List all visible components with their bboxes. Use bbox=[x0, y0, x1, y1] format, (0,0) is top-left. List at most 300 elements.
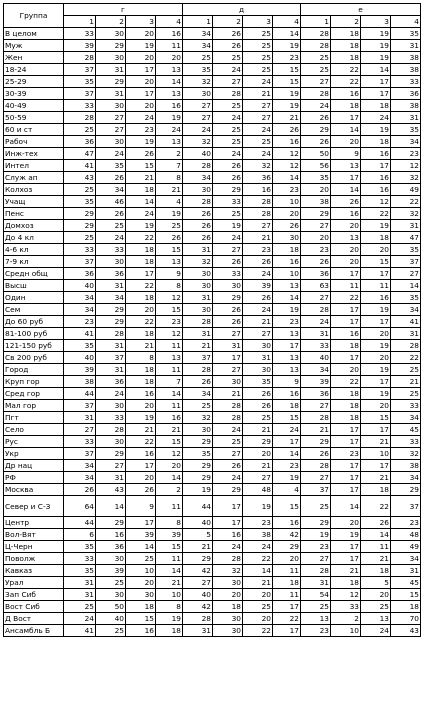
cell-value: 46 bbox=[96, 196, 126, 208]
cell-value: 11 bbox=[361, 541, 391, 553]
cell-value: 18 bbox=[361, 232, 391, 244]
row-label: Поволж bbox=[4, 553, 64, 565]
cell-value: 21 bbox=[243, 577, 273, 589]
cell-value: 25 bbox=[213, 436, 243, 448]
cell-value: 27 bbox=[243, 112, 273, 124]
subcol-header: 3 bbox=[361, 16, 391, 28]
cell-value: 17 bbox=[126, 517, 156, 529]
cell-value: 35 bbox=[391, 292, 421, 304]
table-row bbox=[4, 400, 421, 412]
cell-value: 22 bbox=[243, 553, 273, 565]
cell-value: 23 bbox=[273, 184, 301, 196]
cell-value: 22 bbox=[273, 613, 301, 625]
table-row bbox=[4, 124, 421, 136]
cell-value: 15 bbox=[273, 64, 301, 76]
cell-value: 19 bbox=[301, 529, 331, 541]
table-row bbox=[4, 388, 421, 400]
cell-value: 21 bbox=[361, 472, 391, 484]
cell-value: 25 bbox=[96, 220, 126, 232]
cell-value: 8 bbox=[156, 172, 183, 184]
cell-value: 2 bbox=[331, 613, 361, 625]
cell-value: 20 bbox=[243, 448, 273, 460]
cell-value: 19 bbox=[126, 412, 156, 424]
cell-value: 28 bbox=[213, 400, 243, 412]
row-label: 60 и ст bbox=[4, 124, 64, 136]
cell-value: 8 bbox=[156, 601, 183, 613]
cell-value: 34 bbox=[301, 364, 331, 376]
cell-value: 19 bbox=[156, 613, 183, 625]
cell-value: 20 bbox=[361, 589, 391, 601]
cell-value: 27 bbox=[301, 76, 331, 88]
cell-value: 12 bbox=[361, 196, 391, 208]
cell-value: 20 bbox=[156, 460, 183, 472]
cell-value: 22 bbox=[331, 76, 361, 88]
cell-value: 31 bbox=[391, 328, 421, 340]
cell-value: 24 bbox=[301, 100, 331, 112]
row-label: В целом bbox=[4, 28, 64, 40]
cell-value: 34 bbox=[64, 292, 96, 304]
cell-value: 11 bbox=[156, 40, 183, 52]
cell-value: 15 bbox=[273, 76, 301, 88]
cell-value: 14 bbox=[156, 76, 183, 88]
table-row bbox=[4, 232, 421, 244]
cell-value: 21 bbox=[156, 577, 183, 589]
cell-value: 29 bbox=[96, 304, 126, 316]
cell-value: 38 bbox=[391, 460, 421, 472]
group-header: Группа bbox=[4, 4, 64, 28]
cell-value: 24 bbox=[213, 541, 243, 553]
cell-value: 14 bbox=[331, 184, 361, 196]
cell-value: 19 bbox=[361, 40, 391, 52]
cell-value: 22 bbox=[361, 496, 391, 517]
row-label: До 4 кл bbox=[4, 232, 64, 244]
row-label: Рабоч bbox=[4, 136, 64, 148]
cell-value: 18 bbox=[331, 100, 361, 112]
cell-value: 16 bbox=[126, 625, 156, 637]
cell-value: 39 bbox=[64, 364, 96, 376]
cell-value: 24 bbox=[361, 112, 391, 124]
row-label: Зап Сиб bbox=[4, 589, 64, 601]
cell-value: 26 bbox=[213, 40, 243, 52]
cell-value: 14 bbox=[331, 496, 361, 517]
cell-value: 28 bbox=[391, 340, 421, 352]
cell-value: 18 bbox=[126, 601, 156, 613]
subcol-header: 1 bbox=[301, 16, 331, 28]
cell-value: 34 bbox=[64, 460, 96, 472]
table-row bbox=[4, 376, 421, 388]
cell-value: 24 bbox=[361, 625, 391, 637]
cell-value: 49 bbox=[391, 184, 421, 196]
cell-value: 30 bbox=[183, 280, 213, 292]
cell-value: 30 bbox=[96, 52, 126, 64]
table-row bbox=[4, 76, 421, 88]
cell-value: 16 bbox=[273, 136, 301, 148]
cell-value: 35 bbox=[183, 64, 213, 76]
row-label: Москва bbox=[4, 484, 64, 496]
cell-value: 30 bbox=[243, 340, 273, 352]
cell-value: 16 bbox=[96, 529, 126, 541]
cell-value: 17 bbox=[331, 352, 361, 364]
cell-value: 19 bbox=[361, 340, 391, 352]
cell-value: 5 bbox=[361, 577, 391, 589]
cell-value: 47 bbox=[391, 232, 421, 244]
cell-value: 4 bbox=[273, 484, 301, 496]
cell-value: 17 bbox=[126, 460, 156, 472]
row-label: 18-24 bbox=[4, 64, 64, 76]
cell-value: 11 bbox=[361, 280, 391, 292]
row-label: Село bbox=[4, 424, 64, 436]
cell-value: 29 bbox=[301, 436, 331, 448]
cell-value: 50 bbox=[301, 148, 331, 160]
row-label: 81-100 руб bbox=[4, 328, 64, 340]
row-label: До 60 руб bbox=[4, 316, 64, 328]
cell-value: 23 bbox=[273, 52, 301, 64]
cell-value: 23 bbox=[64, 316, 96, 328]
cell-value: 28 bbox=[183, 196, 213, 208]
cell-value: 18 bbox=[156, 625, 183, 637]
cell-value: 14 bbox=[361, 64, 391, 76]
row-label: Центр bbox=[4, 517, 64, 529]
cell-value: 43 bbox=[64, 172, 96, 184]
cell-value: 22 bbox=[391, 352, 421, 364]
cell-value: 13 bbox=[361, 613, 391, 625]
subcol-header: 3 bbox=[243, 16, 273, 28]
cell-value: 12 bbox=[156, 448, 183, 460]
cell-value: 21 bbox=[391, 376, 421, 388]
cell-value: 29 bbox=[213, 484, 243, 496]
row-label: Служ ап bbox=[4, 172, 64, 184]
cell-value: 29 bbox=[96, 316, 126, 328]
cell-value: 22 bbox=[126, 316, 156, 328]
cell-value: 42 bbox=[183, 565, 213, 577]
cell-value: 27 bbox=[213, 244, 243, 256]
cell-value: 31 bbox=[213, 340, 243, 352]
cell-value: 30 bbox=[213, 625, 243, 637]
cell-value: 31 bbox=[64, 577, 96, 589]
cell-value: 16 bbox=[331, 328, 361, 340]
header-row-sections bbox=[4, 4, 421, 16]
cell-value: 32 bbox=[391, 448, 421, 460]
cell-value: 34 bbox=[391, 412, 421, 424]
cell-value: 14 bbox=[273, 28, 301, 40]
cell-value: 18 bbox=[126, 376, 156, 388]
cell-value: 17 bbox=[361, 316, 391, 328]
cell-value: 25 bbox=[64, 601, 96, 613]
cell-value: 17 bbox=[126, 64, 156, 76]
cell-value: 12 bbox=[331, 589, 361, 601]
cell-value: 25 bbox=[96, 577, 126, 589]
cell-value: 29 bbox=[183, 553, 213, 565]
cell-value: 19 bbox=[126, 136, 156, 148]
cell-value: 26 bbox=[213, 256, 243, 268]
cell-value: 18 bbox=[126, 184, 156, 196]
cell-value: 30 bbox=[96, 553, 126, 565]
cell-value: 27 bbox=[96, 124, 126, 136]
cell-value: 33 bbox=[301, 340, 331, 352]
cell-value: 39 bbox=[243, 280, 273, 292]
table-row bbox=[4, 40, 421, 52]
cell-value: 34 bbox=[64, 304, 96, 316]
cell-value: 31 bbox=[96, 64, 126, 76]
cell-value: 24 bbox=[213, 472, 243, 484]
cell-value: 10 bbox=[126, 565, 156, 577]
cell-value: 25 bbox=[126, 553, 156, 565]
row-label: 50-59 bbox=[4, 112, 64, 124]
cell-value: 35 bbox=[64, 541, 96, 553]
cell-value: 25 bbox=[213, 100, 243, 112]
cell-value: 25 bbox=[301, 496, 331, 517]
cell-value: 48 bbox=[391, 529, 421, 541]
table-row bbox=[4, 460, 421, 472]
cell-value: 34 bbox=[391, 136, 421, 148]
cell-value: 33 bbox=[64, 244, 96, 256]
cell-value: 26 bbox=[126, 484, 156, 496]
cell-value: 32 bbox=[183, 136, 213, 148]
subcol-header: 3 bbox=[126, 16, 156, 28]
cell-value: 24 bbox=[243, 76, 273, 88]
cell-value: 13 bbox=[273, 280, 301, 292]
row-label: 30-39 bbox=[4, 88, 64, 100]
cell-value: 15 bbox=[391, 589, 421, 601]
cell-value: 31 bbox=[96, 88, 126, 100]
cell-value: 29 bbox=[301, 517, 331, 529]
cell-value: 26 bbox=[273, 124, 301, 136]
cell-value: 27 bbox=[301, 400, 331, 412]
cell-value: 35 bbox=[64, 565, 96, 577]
subcol-header: 1 bbox=[64, 16, 96, 28]
cell-value: 17 bbox=[273, 340, 301, 352]
cell-value: 16 bbox=[156, 412, 183, 424]
cell-value: 16 bbox=[361, 184, 391, 196]
table-row bbox=[4, 172, 421, 184]
table-row bbox=[4, 304, 421, 316]
cell-value: 38 bbox=[391, 100, 421, 112]
cell-value: 70 bbox=[391, 613, 421, 625]
cell-value: 16 bbox=[361, 292, 391, 304]
cell-value: 30 bbox=[213, 376, 243, 388]
cell-value: 17 bbox=[273, 601, 301, 613]
cell-value: 43 bbox=[96, 484, 126, 496]
cell-value: 36 bbox=[243, 172, 273, 184]
cell-value: 36 bbox=[391, 88, 421, 100]
cell-value: 20 bbox=[243, 613, 273, 625]
cell-value: 14 bbox=[361, 529, 391, 541]
cell-value: 28 bbox=[301, 28, 331, 40]
cell-value: 14 bbox=[156, 472, 183, 484]
cell-value: 45 bbox=[391, 577, 421, 589]
cell-value: 32 bbox=[243, 160, 273, 172]
cell-value: 27 bbox=[301, 472, 331, 484]
cell-value: 30 bbox=[183, 424, 213, 436]
cell-value: 33 bbox=[64, 100, 96, 112]
row-label: Др нац bbox=[4, 460, 64, 472]
cell-value: 27 bbox=[96, 460, 126, 472]
cell-value: 22 bbox=[126, 232, 156, 244]
row-label: Город bbox=[4, 364, 64, 376]
cell-value: 24 bbox=[213, 424, 243, 436]
cell-value: 24 bbox=[96, 148, 126, 160]
cell-value: 39 bbox=[96, 565, 126, 577]
cell-value: 25 bbox=[361, 601, 391, 613]
cell-value: 32 bbox=[183, 256, 213, 268]
cell-value: 42 bbox=[183, 601, 213, 613]
cell-value: 11 bbox=[156, 340, 183, 352]
cell-value: 27 bbox=[391, 268, 421, 280]
cell-value: 34 bbox=[391, 472, 421, 484]
table-row bbox=[4, 220, 421, 232]
row-label: РФ bbox=[4, 472, 64, 484]
cell-value: 21 bbox=[361, 436, 391, 448]
cell-value: 14 bbox=[96, 496, 126, 517]
cell-value: 16 bbox=[126, 448, 156, 460]
cell-value: 17 bbox=[126, 88, 156, 100]
cell-value: 31 bbox=[96, 364, 126, 376]
table-row bbox=[4, 436, 421, 448]
cell-value: 26 bbox=[64, 484, 96, 496]
cell-value: 8 bbox=[156, 517, 183, 529]
table-row bbox=[4, 517, 421, 529]
table-body bbox=[4, 28, 421, 637]
table-row bbox=[4, 52, 421, 64]
cell-value: 8 bbox=[126, 352, 156, 364]
cell-value: 27 bbox=[243, 100, 273, 112]
cell-value: 16 bbox=[243, 184, 273, 196]
cell-value: 37 bbox=[64, 256, 96, 268]
cell-value: 20 bbox=[361, 328, 391, 340]
cell-value: 20 bbox=[273, 208, 301, 220]
header-row-subcols bbox=[4, 16, 421, 28]
cell-value: 25 bbox=[243, 412, 273, 424]
cell-value: 20 bbox=[126, 304, 156, 316]
cell-value: 17 bbox=[361, 160, 391, 172]
cell-value: 28 bbox=[64, 112, 96, 124]
cell-value: 29 bbox=[183, 436, 213, 448]
cell-value: 33 bbox=[96, 244, 126, 256]
section-header-d: д bbox=[183, 4, 301, 16]
cell-value: 27 bbox=[213, 76, 243, 88]
cell-value: 20 bbox=[126, 472, 156, 484]
cell-value: 27 bbox=[243, 328, 273, 340]
cell-value: 8 bbox=[156, 280, 183, 292]
cell-value: 24 bbox=[126, 112, 156, 124]
cell-value: 26 bbox=[301, 136, 331, 148]
table-row bbox=[4, 565, 421, 577]
cell-value: 31 bbox=[96, 340, 126, 352]
cell-value: 25 bbox=[243, 64, 273, 76]
cell-value: 26 bbox=[301, 256, 331, 268]
cell-value: 39 bbox=[301, 376, 331, 388]
table-row bbox=[4, 112, 421, 124]
cell-value: 26 bbox=[331, 196, 361, 208]
row-label: Ц-Черн bbox=[4, 541, 64, 553]
cell-value: 24 bbox=[213, 232, 243, 244]
section-header-g: г bbox=[64, 4, 183, 16]
cell-value: 30 bbox=[96, 589, 126, 601]
cell-value: 30 bbox=[96, 136, 126, 148]
row-label: Сред гор bbox=[4, 388, 64, 400]
cell-value: 35 bbox=[301, 172, 331, 184]
table-row bbox=[4, 589, 421, 601]
cell-value: 41 bbox=[64, 625, 96, 637]
cell-value: 19 bbox=[361, 304, 391, 316]
cell-value: 24 bbox=[213, 112, 243, 124]
cell-value: 13 bbox=[156, 256, 183, 268]
table-row bbox=[4, 292, 421, 304]
cell-value: 23 bbox=[243, 517, 273, 529]
cell-value: 17 bbox=[213, 352, 243, 364]
cell-value: 21 bbox=[126, 172, 156, 184]
cell-value: 37 bbox=[96, 352, 126, 364]
cell-value: 31 bbox=[183, 244, 213, 256]
section-header-e: е bbox=[301, 4, 421, 16]
cell-value: 19 bbox=[273, 40, 301, 52]
cell-value: 20 bbox=[126, 76, 156, 88]
cell-value: 34 bbox=[96, 184, 126, 196]
cell-value: 26 bbox=[183, 376, 213, 388]
row-label: Один bbox=[4, 292, 64, 304]
cell-value: 18 bbox=[331, 400, 361, 412]
cell-value: 27 bbox=[301, 220, 331, 232]
cell-value: 39 bbox=[126, 529, 156, 541]
cell-value: 25 bbox=[64, 232, 96, 244]
cell-value: 36 bbox=[301, 268, 331, 280]
cell-value: 33 bbox=[96, 412, 126, 424]
cell-value: 9 bbox=[126, 496, 156, 517]
cell-value: 40 bbox=[301, 352, 331, 364]
cell-value: 47 bbox=[64, 148, 96, 160]
cell-value: 27 bbox=[213, 448, 243, 460]
cell-value: 34 bbox=[183, 388, 213, 400]
cell-value: 17 bbox=[331, 460, 361, 472]
cell-value: 30 bbox=[273, 232, 301, 244]
cell-value: 10 bbox=[273, 196, 301, 208]
cell-value: 26 bbox=[301, 448, 331, 460]
cell-value: 26 bbox=[213, 172, 243, 184]
cell-value: 35 bbox=[391, 28, 421, 40]
cell-value: 35 bbox=[183, 448, 213, 460]
cell-value: 22 bbox=[361, 208, 391, 220]
table-row bbox=[4, 148, 421, 160]
cell-value: 39 bbox=[64, 40, 96, 52]
cell-value: 16 bbox=[361, 172, 391, 184]
cell-value: 28 bbox=[301, 40, 331, 52]
cell-value: 23 bbox=[301, 244, 331, 256]
cell-value: 16 bbox=[273, 517, 301, 529]
cell-value: 14 bbox=[126, 196, 156, 208]
cell-value: 12 bbox=[273, 160, 301, 172]
cell-value: 4 bbox=[156, 196, 183, 208]
cell-value: 40 bbox=[64, 352, 96, 364]
row-label: Кавказ bbox=[4, 565, 64, 577]
cell-value: 20 bbox=[213, 589, 243, 601]
cell-value: 18 bbox=[331, 28, 361, 40]
cell-value: 25 bbox=[213, 124, 243, 136]
cell-value: 41 bbox=[64, 160, 96, 172]
cell-value: 37 bbox=[183, 352, 213, 364]
cell-value: 12 bbox=[391, 160, 421, 172]
cell-value: 24 bbox=[156, 124, 183, 136]
table-row bbox=[4, 88, 421, 100]
cell-value: 31 bbox=[391, 112, 421, 124]
cell-value: 25 bbox=[243, 601, 273, 613]
cell-value: 13 bbox=[273, 364, 301, 376]
cell-value: 24 bbox=[243, 268, 273, 280]
cell-value: 16 bbox=[213, 529, 243, 541]
cell-value: 24 bbox=[213, 64, 243, 76]
table-row bbox=[4, 472, 421, 484]
cell-value: 30 bbox=[183, 184, 213, 196]
cell-value: 27 bbox=[301, 292, 331, 304]
